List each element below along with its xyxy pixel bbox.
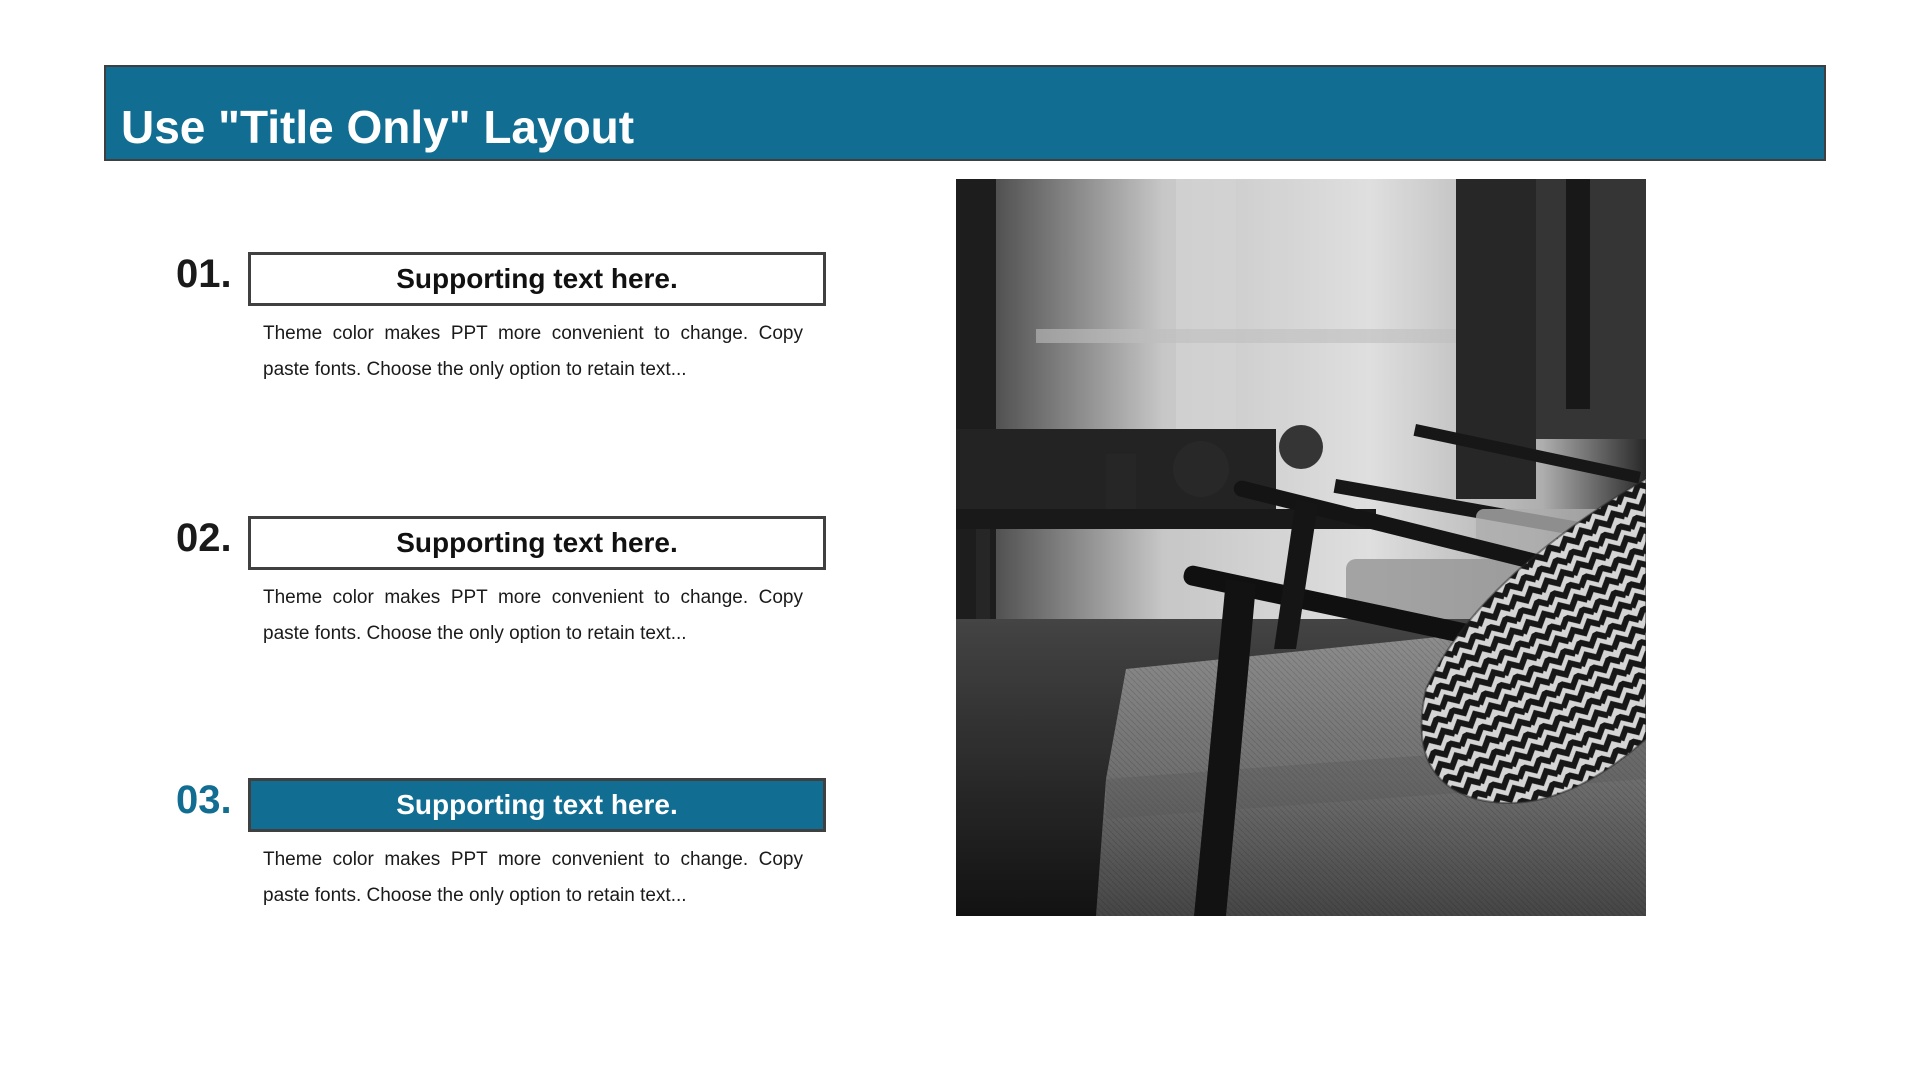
item-description: Theme color makes PPT more convenient to change. Copy paste fonts. Choose the only option to retain text... <box>263 587 803 644</box>
list-item-3 <box>176 778 836 978</box>
item-description: Theme color makes PPT more convenient to change. Copy paste fonts. Choose the only option to retain text... <box>263 849 803 906</box>
armchair-photo-image <box>956 179 1646 916</box>
item-number-highlighted: 03. <box>176 778 232 822</box>
title-bar <box>104 65 1826 161</box>
item-heading-box: Supporting text here. <box>248 252 826 306</box>
item-heading-box-highlighted: Supporting text here. <box>248 778 826 832</box>
item-heading-box: Supporting text here. <box>248 516 826 570</box>
armchair-photo <box>956 179 1646 916</box>
list-item-2 <box>176 516 836 716</box>
list-item-1 <box>176 252 836 452</box>
slide-title: Use "Title Only" Layout <box>121 101 635 153</box>
item-description: Theme color makes PPT more convenient to change. Copy paste fonts. Choose the only option to retain text... <box>263 323 803 380</box>
item-number: 02. <box>176 516 232 560</box>
item-number: 01. <box>176 252 232 296</box>
